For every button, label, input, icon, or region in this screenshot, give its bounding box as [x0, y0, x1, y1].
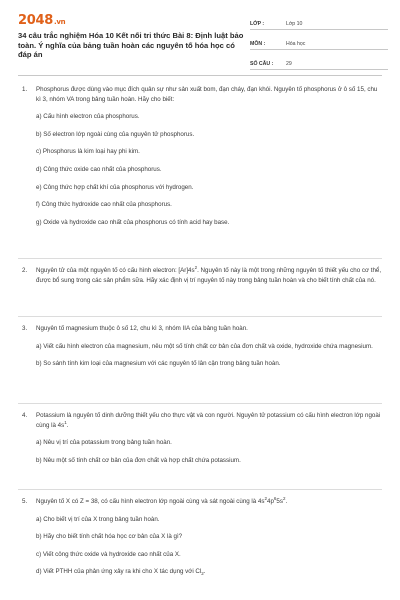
question-option: b) Số electron lớp ngoài cùng của nguyên tử phosphorus.: [36, 130, 195, 138]
document-title: 34 câu trắc nghiệm Hóa 10 Kết nối tri thức Bài 8: Định luật bảo toàn. Ý nghĩa của bảng tuần hoàn các nguyên tố hóa học có đáp án: [18, 31, 244, 59]
question-item: [22, 266, 382, 285]
meta-label: LỚP :: [250, 21, 265, 27]
question-item: [22, 324, 382, 369]
site-logo[interactable]: 2048.vn: [18, 13, 66, 28]
question-option: b) Nêu một số tính chất cơ bản của đơn chất và hợp chất chứa potassium.: [36, 456, 241, 464]
question-separator: [18, 258, 382, 259]
question-option: a) Cấu hình electron của phosphorus.: [36, 113, 140, 121]
meta-value: Hóa học: [286, 41, 306, 47]
question-number: 1.: [22, 86, 28, 93]
question-number: 4.: [22, 412, 28, 419]
question-item: [22, 497, 382, 577]
header-divider: [18, 75, 382, 76]
question-option: d) Công thức oxide cao nhất của phosphorus.: [36, 165, 162, 173]
meta-value: Lớp 10: [286, 21, 303, 27]
question-option: b) Hãy cho biết tính chất hóa học cơ bản của X là gì?: [36, 533, 183, 541]
question-separator: [18, 403, 382, 404]
meta-class-row: [250, 13, 388, 30]
meta-label: SỐ CÂU :: [250, 61, 274, 67]
meta-subject-row: [250, 33, 388, 50]
question-item: [22, 85, 382, 227]
question-item: [22, 411, 382, 465]
document-header: [0, 0, 400, 70]
meta-value: 29: [286, 61, 292, 67]
question-option: f) Công thức hydroxide cao nhất của phosphorus.: [36, 201, 172, 209]
meta-label: MÔN :: [250, 41, 266, 47]
question-option: c) Phosphorus là kim loại hay phi kim.: [36, 148, 140, 156]
question-separator: [18, 316, 382, 317]
question-text: Nguyên tố magnesium thuộc ô số 12, chu kì 3, nhóm IIA của bảng tuần hoàn.: [36, 325, 248, 332]
question-option: d) Viết PTHH của phản ứng xảy ra khi cho X tác dụng với $Cl_2$.: [36, 568, 206, 577]
question-text: Nguyên tố X có Z = 38, có cấu hình electron lớp ngoài cùng và sát ngoài cùng là $4s^24p^65s^2$.: [36, 495, 288, 505]
question-number: 5.: [22, 498, 28, 505]
question-option: e) Công thức hợp chất khí của phosphorus với hydrogen.: [36, 183, 194, 191]
question-option: a) Viết cấu hình electron của magnesium, nêu một số tính chất cơ bản của đơn chất và oxide, hydroxide chứa magnesium.: [36, 342, 373, 350]
question-number: 3.: [22, 325, 28, 332]
meta-count-row: [250, 53, 388, 70]
document-meta: [250, 13, 388, 73]
question-number: 2.: [22, 267, 28, 274]
question-text: Potassium là nguyên tố dinh dưỡng thiết yếu cho thực vật và con người. Nguyên tử potassium có cấu hình electron lớp ngoài cùng là $4s^1$.: [36, 412, 381, 429]
question-option: c) Viết công thức oxide và hydroxide cao nhất của X.: [36, 550, 181, 558]
question-text: Phosphorus được dùng vào mục đích quân sự như sản xuất bom, đạn cháy, đạn khói. Nguyên tố phosphorus ở ô số 15, chu kì 3, nhóm VA trong bảng tuần hoàn. Hãy cho biết:: [36, 86, 378, 103]
question-option: a) Nêu vị trí của potassium trong bảng tuần hoàn.: [36, 439, 172, 447]
question-text: Nguyên tử của một nguyên tố có cấu hình electron: $[Ar]4s^2$. Nguyên tố này là một trong những nguyên tố thiết yếu cho cơ thể, được bổ sung trong các sản phẩm sữa. Hãy xác định vị trí nguyên tố này trong bảng tuần hoàn và cho biết tính chất của nó.: [36, 264, 382, 284]
question-option: g) Oxide và hydroxide cao nhất của phosphorus có tính acid hay base.: [36, 218, 230, 226]
question-option: a) Cho biết vị trí của X trong bảng tuần hoàn.: [36, 515, 160, 523]
question-separator: [18, 489, 382, 490]
question-option: b) So sánh tính kim loại của magnesium với các nguyên tố lân cận trong bảng tuần hoàn.: [36, 360, 281, 368]
